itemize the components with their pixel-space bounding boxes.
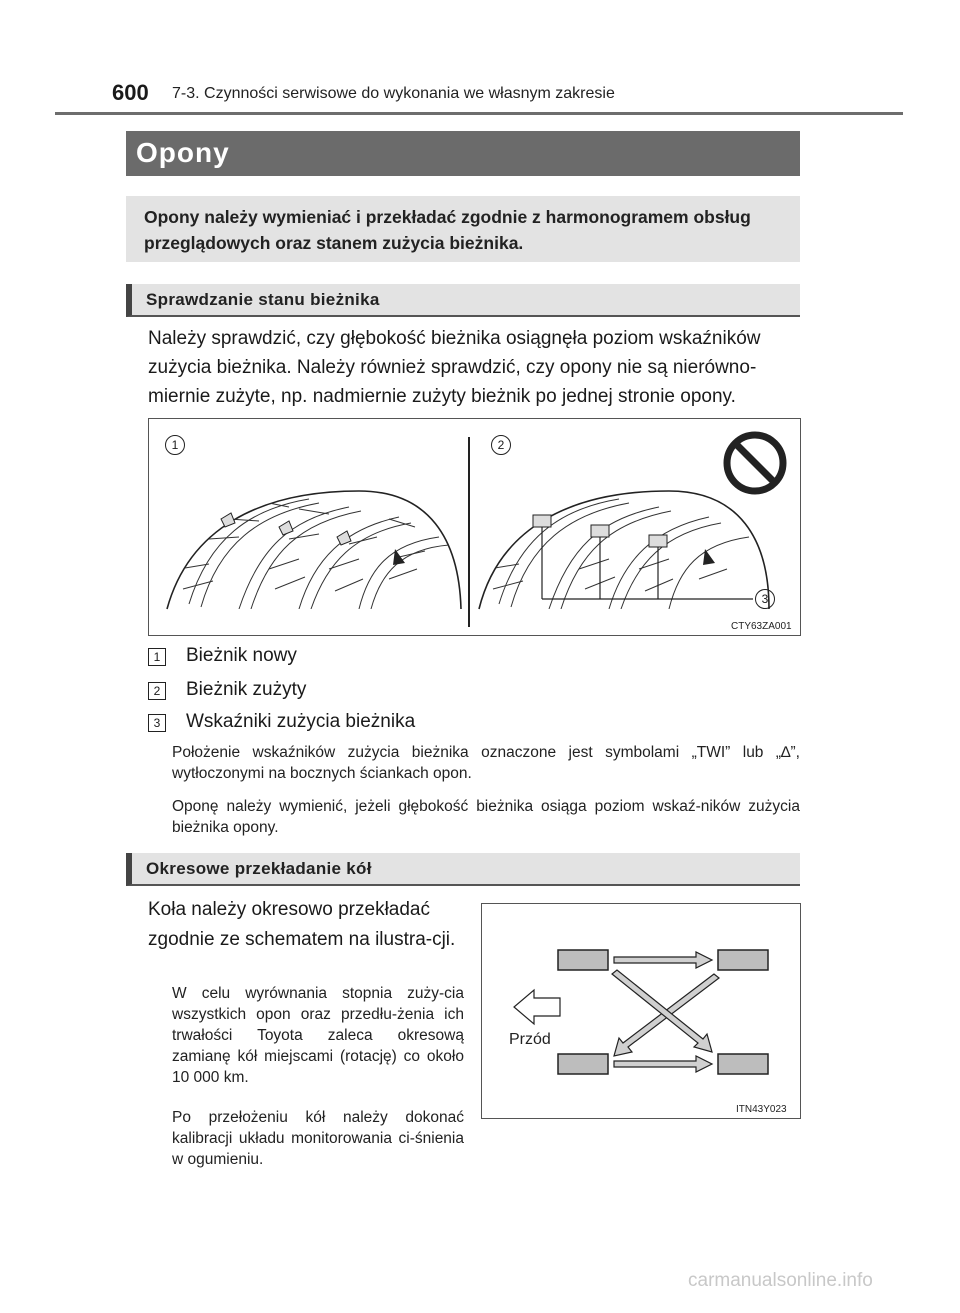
wheel-rear-left: [718, 950, 768, 970]
rotation-diagram: [482, 904, 800, 1118]
arrow-front-to-rear-bottom: [614, 1056, 712, 1072]
title-bar: [126, 131, 800, 176]
section-heading-rotation-label: Okresowe przekładanie kół: [146, 859, 372, 878]
figure-code-rotation: ITN43Y023: [736, 1104, 787, 1115]
tread-note-replace: Oponę należy wymienić, jeżeli głębokość bieżnika osiąga poziom wskaź-ników zużycia bieżnika opony.: [172, 798, 800, 836]
intro-text: Opony należy wymieniać i przekładać zgodnie z harmonogramem obsług przeglądowych oraz stanem zużycia bieżnika.: [144, 207, 751, 253]
tread-illustration: [149, 419, 800, 635]
wheel-front-right: [558, 1054, 608, 1074]
section-heading-tread-label: Sprawdzanie stanu bieżnika: [146, 290, 380, 309]
rotation-note-interval: W celu wyrównania stopnia zuży-cia wszystkich opon oraz przedłu-żenia ich trwałości Toyota zaleca okresową zamianę kół miejscami (rotację) co około 10 000 km.: [172, 985, 464, 1086]
legend-label-worn-tread: Bieżnik zużyty: [186, 679, 307, 700]
legend-num-3: 3: [148, 714, 166, 732]
watermark: carmanualsonline.info: [688, 1270, 873, 1291]
rotation-figure: [481, 903, 801, 1119]
worn-tread-tyre: [479, 491, 769, 609]
page-number: 600: [112, 80, 149, 105]
arrow-front-to-rear-top: [614, 952, 712, 968]
legend-label-new-tread: Bieżnik nowy: [186, 645, 297, 666]
callout-2: 2: [491, 435, 511, 455]
figure-code-tread: CTY63ZA001: [731, 621, 792, 632]
prohibited-icon: [727, 435, 783, 491]
legend-label-wear-indicators: Wskaźniki zużycia bieżnika: [186, 711, 416, 732]
intro-box: [126, 196, 800, 262]
callout-3: 3: [755, 589, 775, 609]
running-header: 7-3. Czynności serwisowe do wykonania we własnym zakresie: [172, 85, 615, 102]
wheel-front-left: [558, 950, 608, 970]
wear-indicator-lines: [542, 527, 753, 599]
wheel-rear-right: [718, 1054, 768, 1074]
tread-check-text: Należy sprawdzić, czy głębokość bieżnika osiągnęła poziom wskaźników zużycia bieżnika. Należy również sprawdzić, czy opony nie są nierówno-miernie zużyte, np. nadmiernie zużyty bieżnik po jednej stronie opony.: [148, 328, 761, 407]
header-rule: [55, 112, 903, 115]
legend-num-1: 1: [148, 648, 166, 666]
rotation-text: Koła należy okresowo przekładać zgodnie ze schematem na ilustra-cji.: [148, 899, 456, 950]
tread-figure: [148, 418, 801, 636]
callout-1: 1: [165, 435, 185, 455]
section-heading-rotation: [126, 853, 800, 886]
front-label: Przód: [509, 1031, 551, 1048]
new-tread-tyre: [167, 491, 461, 609]
page-title: Opony: [136, 137, 230, 168]
tread-note-twi: Położenie wskaźników zużycia bieżnika oznaczone jest symbolami „TWI” lub „∆”, wytłoczonymi na bocznych ściankach opon.: [172, 744, 800, 782]
section-heading-tread: [126, 284, 800, 317]
rotation-note-calibration: Po przełożeniu kół należy dokonać kalibracji układu monitorowania ci-śnienia w ogumieniu.: [172, 1109, 464, 1168]
front-direction-arrow: [514, 990, 560, 1024]
legend-num-2: 2: [148, 682, 166, 700]
